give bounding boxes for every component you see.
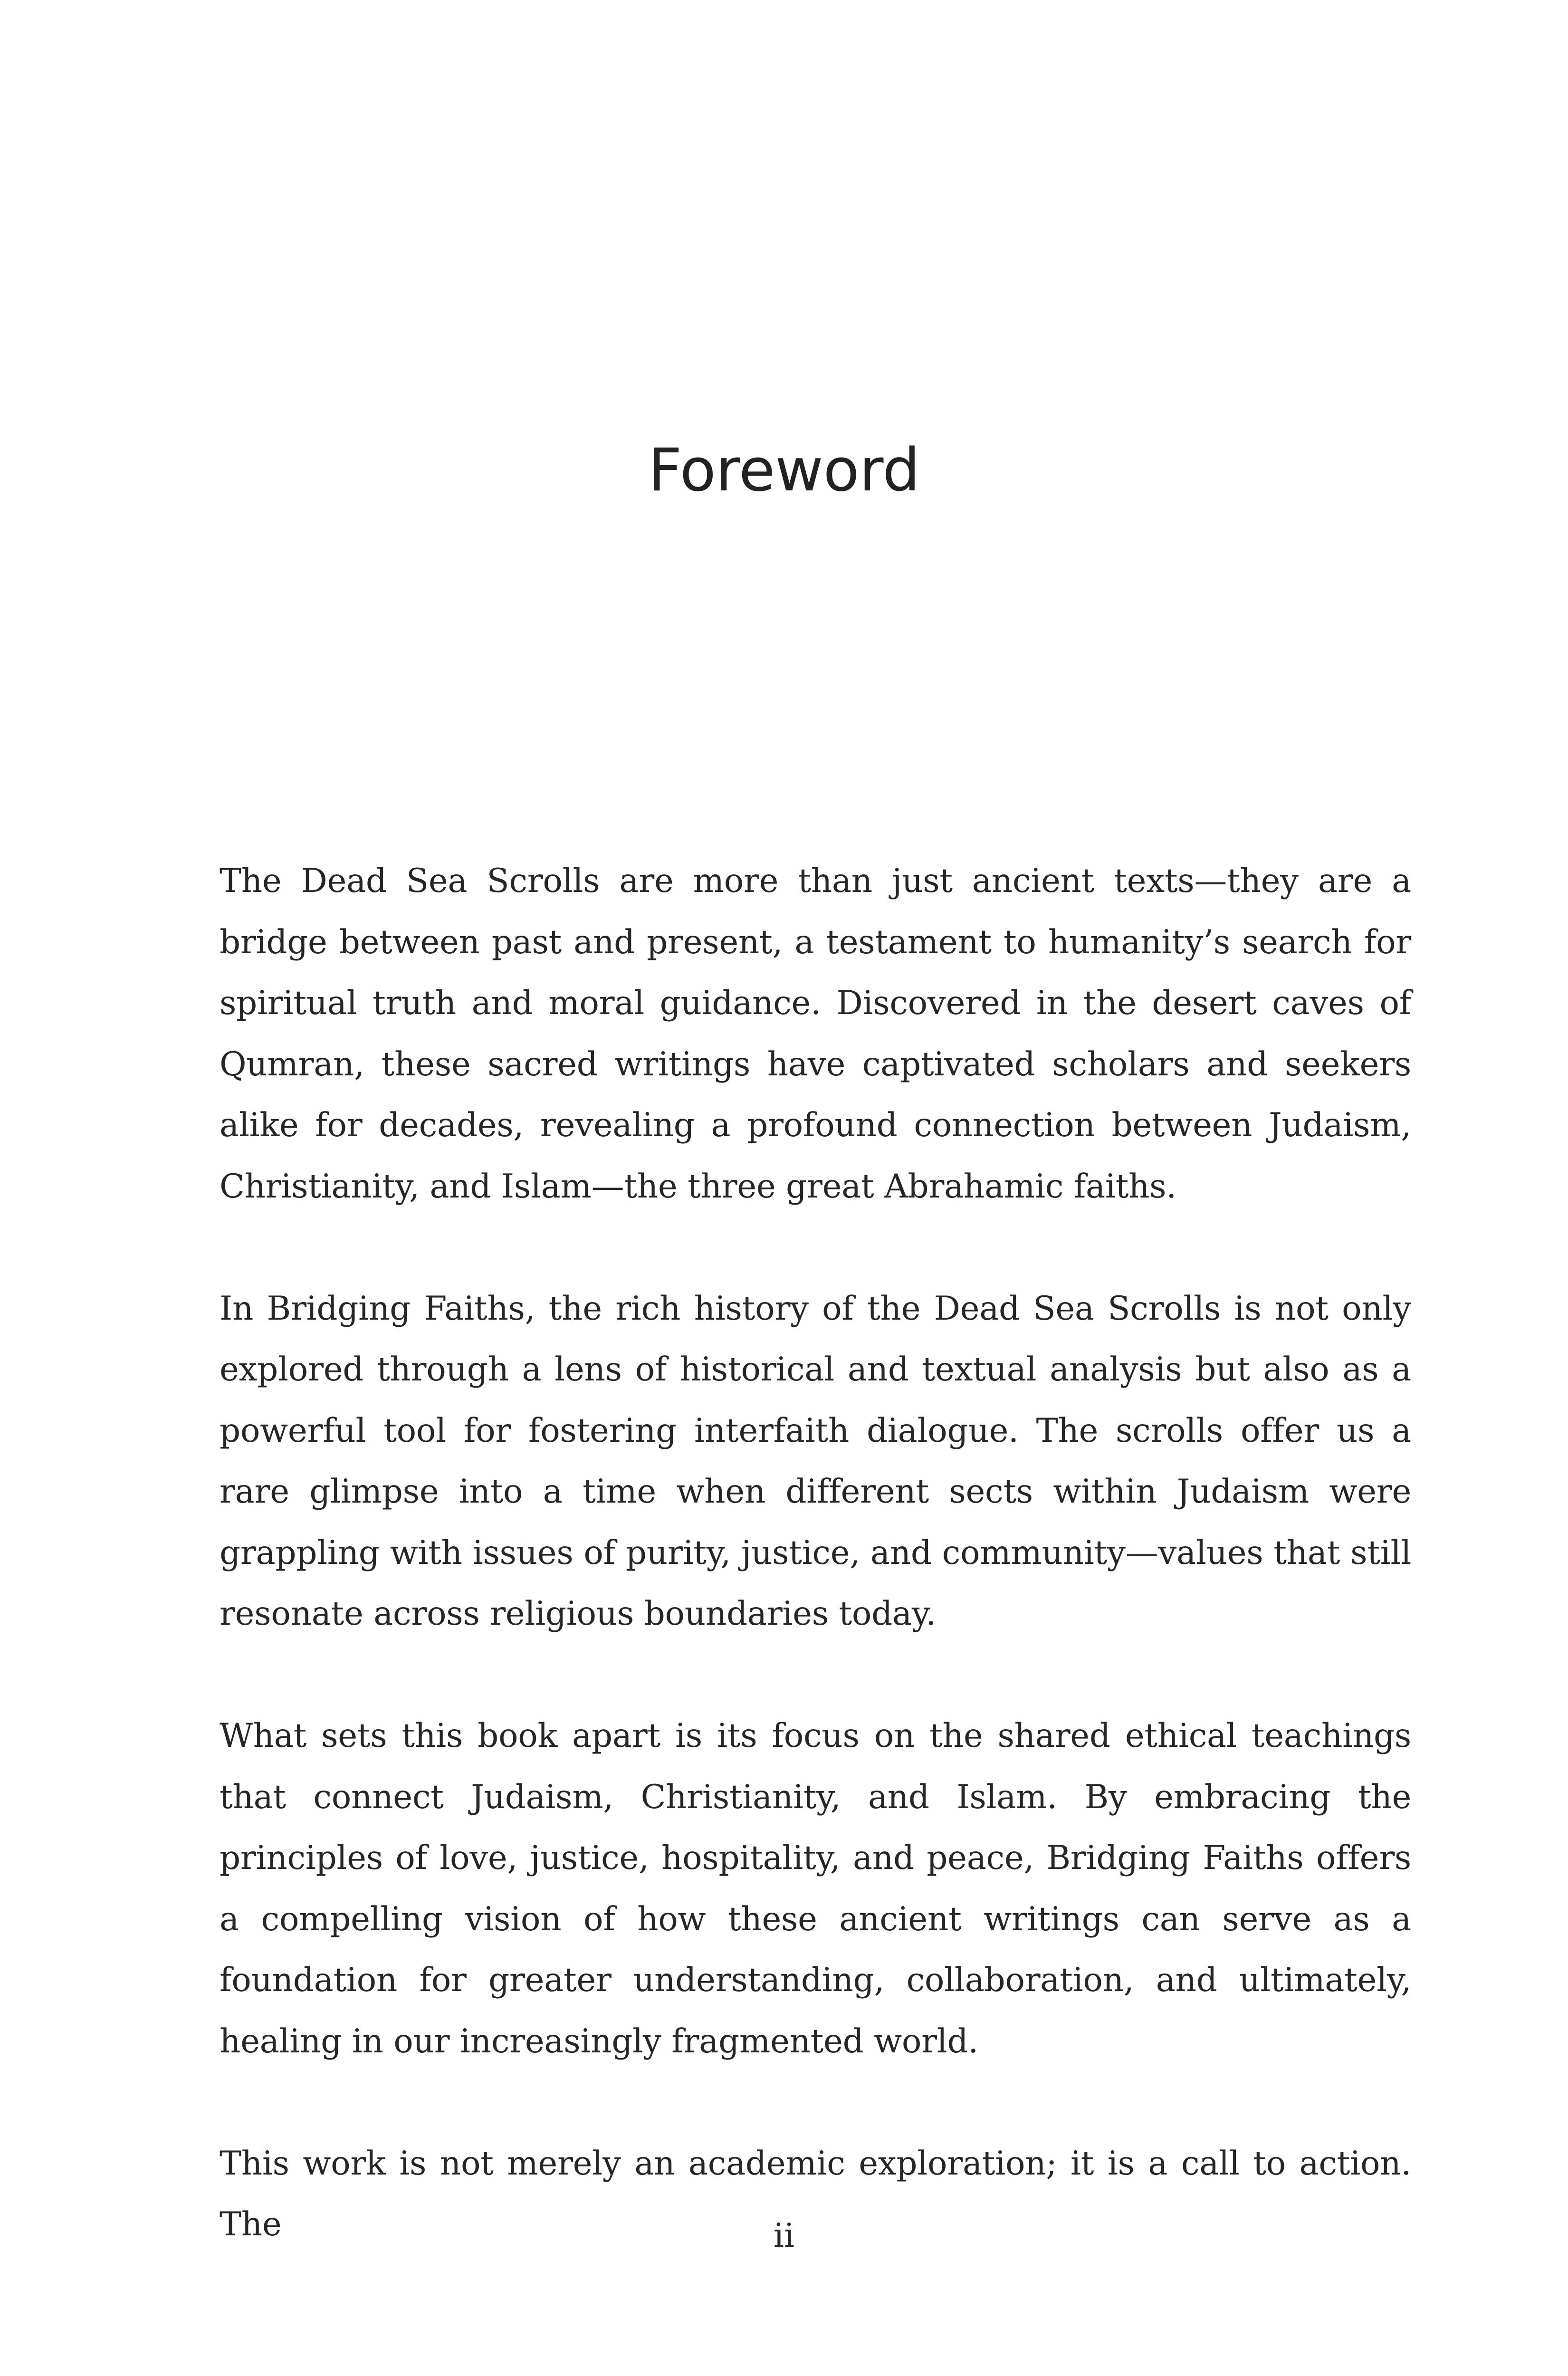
paragraph: The Dead Sea Scrolls are more than just ancient texts—they are a bridge between past and present, a testament to humanity’s search for spiritual truth and moral guidance. Discovered in the desert caves of Qumran, these sacred writings have captivated scholars and seekers alike for decades, revealing a profound connection between Judaism, Christianity, and Islam—the three great Abrahamic faiths. (220, 862, 1411, 1206)
page-number: ii (773, 2217, 795, 2255)
paragraph: In Bridging Faiths, the rich history of the Dead Sea Scrolls is not only explored through a lens of historical and textual analysis but also as a powerful tool for fostering interfaith dialogue. The scrolls offer us a rare glimpse into a time when different sects within Judaism were grappling with issues of purity, justice, and community—values that still resonate across religious boundaries today. (220, 1289, 1411, 1633)
body-text (220, 851, 1411, 2255)
paragraph: This work is not merely an academic exploration; it is a call to action. The (220, 2144, 1411, 2243)
paragraph: What sets this book apart is its focus on the shared ethical teachings that connect Judaism, Christianity, and Islam. By embracing the principles of love, justice, hospitality, and peace, Bridging Faiths offers a compelling vision of how these ancient writings can serve as a foundation for greater understanding, collaboration, and ultimately, healing in our increasingly fragmented world. (220, 1717, 1411, 2060)
chapter-heading: Foreword (648, 436, 920, 505)
